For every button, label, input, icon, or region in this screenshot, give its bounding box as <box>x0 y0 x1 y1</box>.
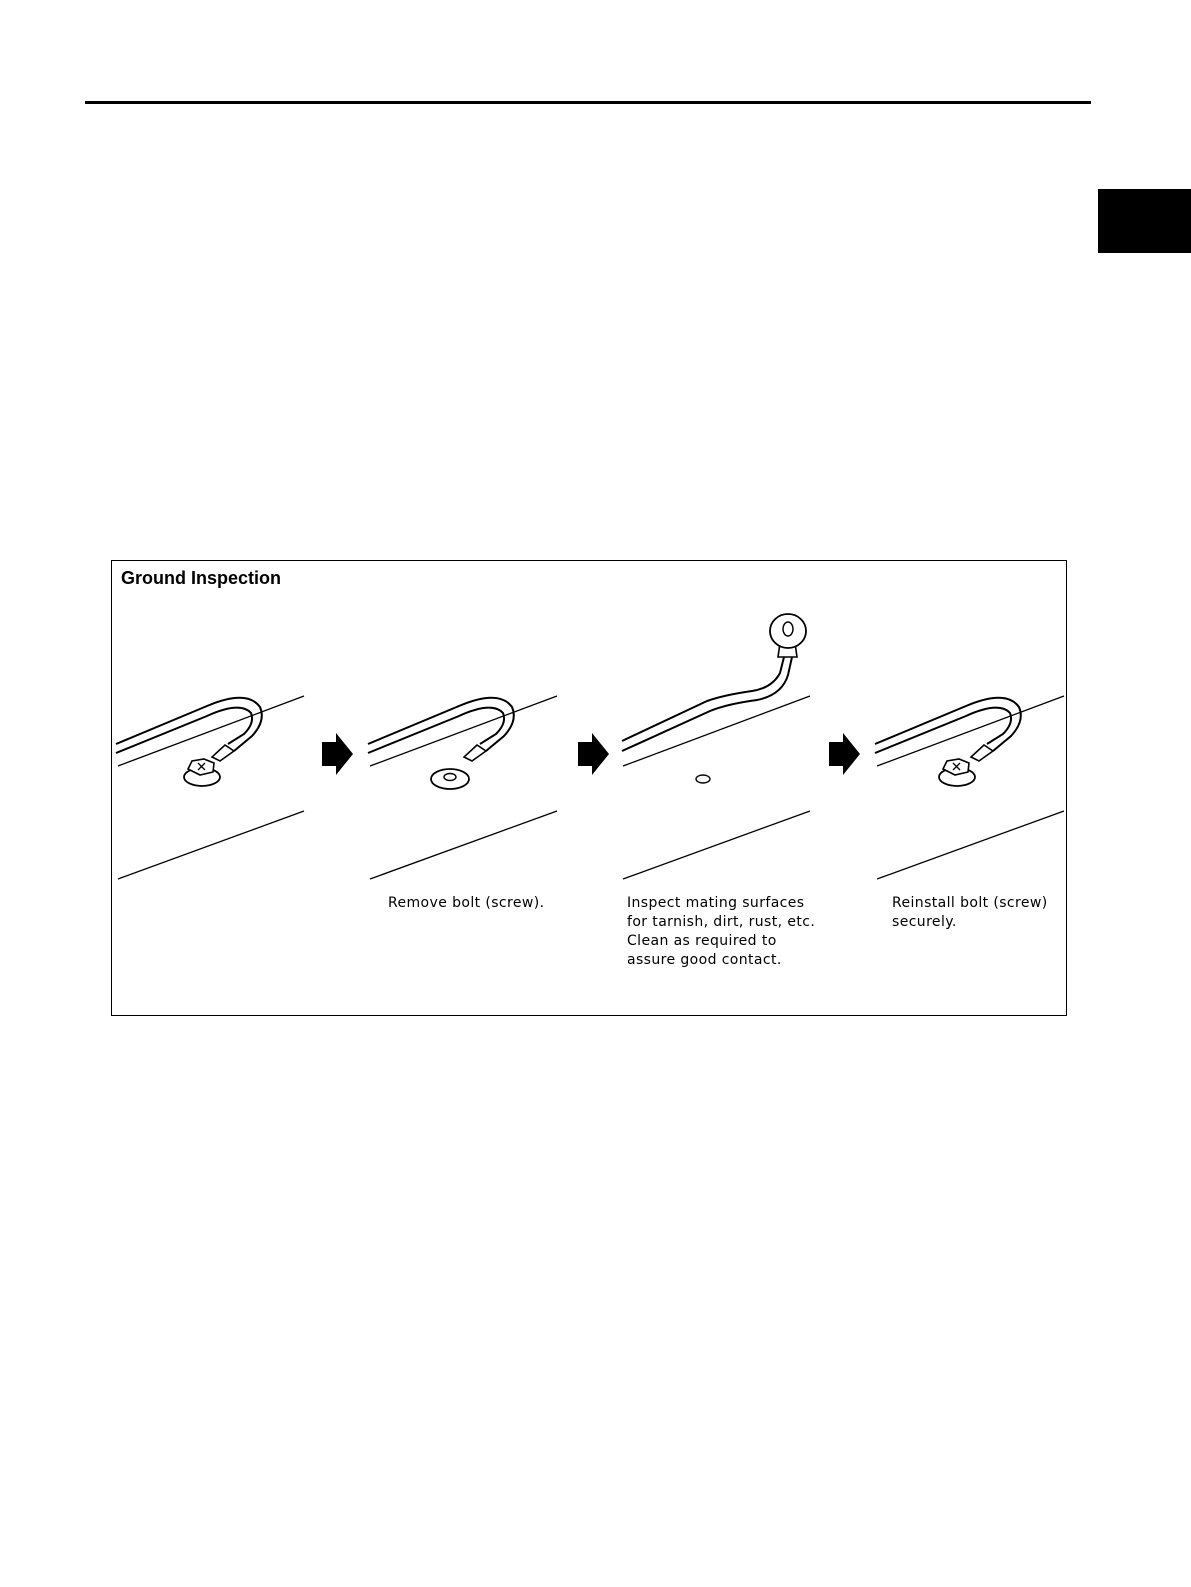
ground-inspection-illustration <box>112 561 1067 1016</box>
header-rule <box>85 101 1091 104</box>
panel-3-terminal-lifted <box>622 614 810 879</box>
step-4-caption: Reinstall bolt (screw) securely. <box>892 895 1048 930</box>
step-3-caption: Inspect mating surfaces for tarnish, dirt, rust, etc. Clean as required to assure good contact. <box>627 895 816 968</box>
figure-title: Ground Inspection <box>121 568 281 588</box>
panel-1-bolt-installed <box>116 696 304 879</box>
section-index-tab <box>1098 189 1191 253</box>
arrow-right-icon <box>578 733 609 775</box>
ground-inspection-figure <box>111 560 1067 1016</box>
panel-2-bolt-removed <box>368 696 557 879</box>
panel-4-bolt-reinstalled <box>875 696 1064 879</box>
arrow-right-icon <box>829 733 860 775</box>
arrow-right-icon <box>322 733 353 775</box>
step-2-caption: Remove bolt (screw). <box>388 895 545 911</box>
